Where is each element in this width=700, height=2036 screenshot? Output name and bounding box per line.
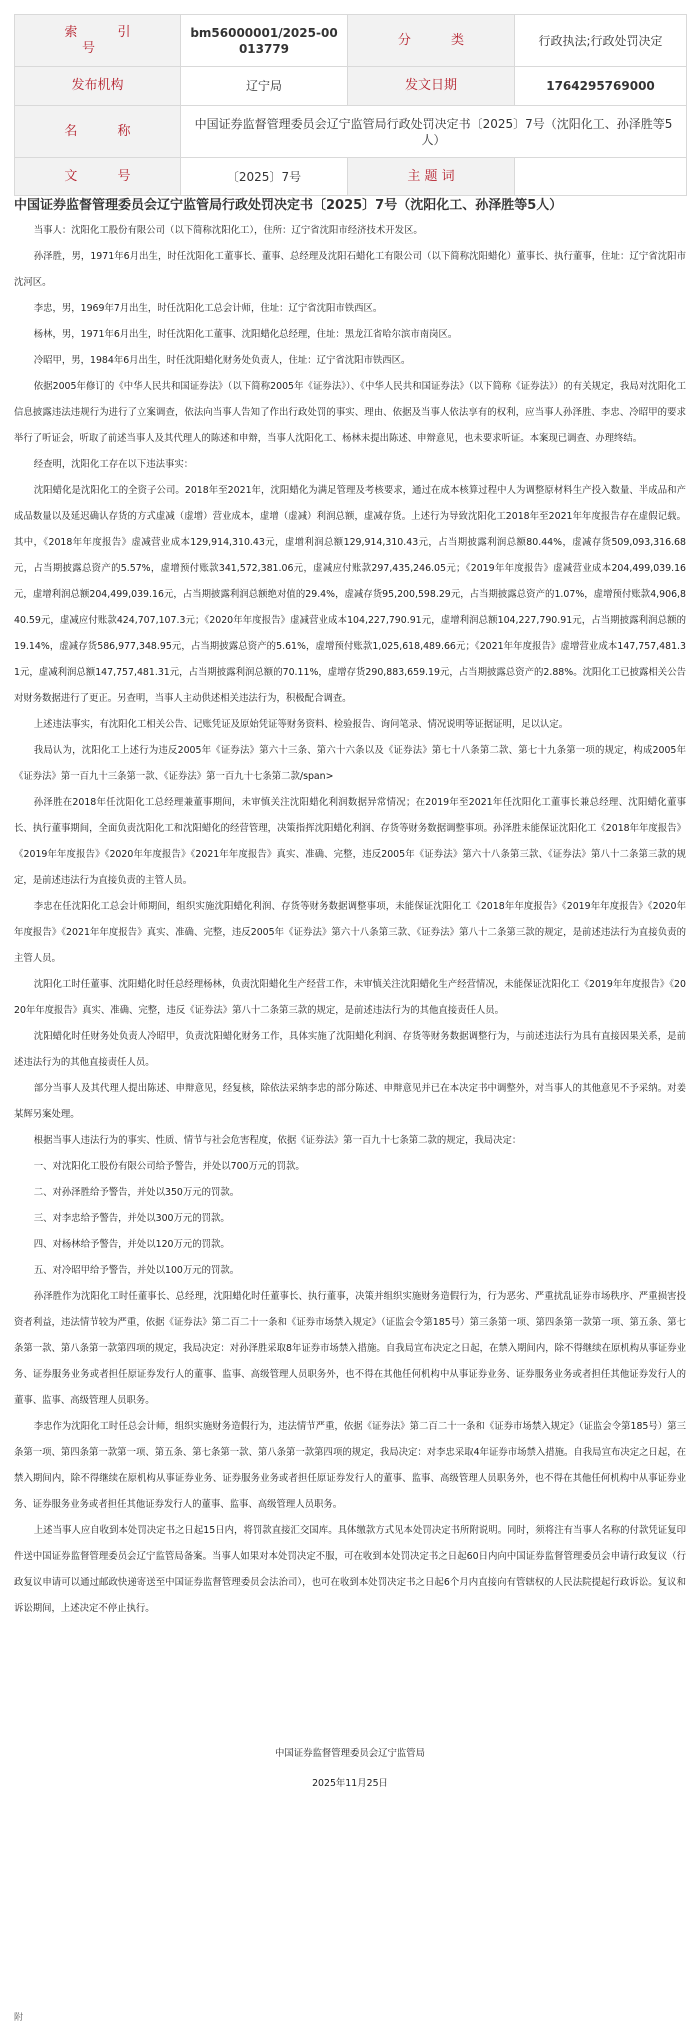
document-paragraph: 四、对杨林给予警告，并处以120万元的罚款。 <box>33 1239 230 1250</box>
document-paragraph: 沈阳蜡化是沈阳化工的全资子公司。2018年至2021年，沈阳蜡化为满足管理及考核要求，通过在成本核算过程中人为调整原材料生产投入数量、半成品和产成品数量以及延迟确认存货的方式虚减（虚增）营业成本，虚增（虚减）利润总额，虚减存货。上述行为导致沈阳化工2018年至2021年年度报告存在虚假记载。其中，《2018年年度报告》虚减营业成本129,914,310.43元，虚增利润总额129,914,310.43元，占当期披露利润总额80.44%，虚减存货509,093,316.68元，占当期披露总资产的5.57%，虚增预付账款341,572,381.06元，虚减应付账款297,435,246.05元；《2019年年度报告》虚减营业成本204,499,039.16元，虚增利润总额204,499,039.16元，占当期披露利润总额绝对值的29.4%，虚减存货95,200,598.29元，占当期披露总资产的1.07%，虚增预付账款4,906,840.59元，虚减应付账款424,707,107.3元；《2020年年度报告》虚减营业成本104,227,790.91元，虚增利润总额104,227,790.91元，占当期披露利润总额的19.14%，虚减存货586,977,348.95元，占当期披露总资产的5.61%，虚增预付账款1,025,618,489.66元；《2021年年度报告》虚增营业成本147,757,481.31元，虚减利润总额147,757,481.31元，占当期披露利润总额的70.11%，虚增存货290,883,659.19元，占当期披露总资产的2.88%。沈阳化工已披露相关公告对财务数据进行了更正。另查明，当事人主动供述相关违法行为，积极配合调查。 <box>14 485 686 704</box>
attachment-mark: 附 <box>14 2013 24 2023</box>
subject-label: 主 题 词 <box>348 158 515 196</box>
document-paragraph: 一、对沈阳化工股份有限公司给予警告，并处以700万元的罚款。 <box>33 1161 305 1172</box>
document-paragraph: 依据2005年修订的《中华人民共和国证券法》（以下简称2005年《证券法》）、《中华人民共和国证券法》（以下简称《证券法》）的有关规定，我局对沈阳化工信息披露违法违规行为进行了立案调查，依法向当事人告知了作出行政处罚的事实、理由、依据及当事人依法享有的权利，应当事人孙泽胜、李忠、冷昭甲的要求举行了听证会，听取了前述当事人及其代理人的陈述和申辩，当事人沈阳化工、杨林未提出陈述、申辩意见，也未要求听证。本案现已调查、办理终结。 <box>14 381 686 444</box>
signature-date: 2025年11月25日 <box>312 1778 388 1789</box>
date-value: 1764295769000 <box>515 67 687 106</box>
index-no-value: bm56000001/2025-00013779 <box>181 15 348 67</box>
name-label: 名 称 <box>15 106 181 158</box>
document-paragraph: 上述当事人应自收到本处罚决定书之日起15日内，将罚款直接汇交国库。具体缴款方式见本处罚决定书所附说明。同时，须将注有当事人名称的付款凭证复印件送中国证券监督管理委员会辽宁监管局备案。当事人如果对本处罚决定不服，可在收到本处罚决定书之日起60日内向中国证券监督管理委员会申请行政复议（行政复议申请可以通过邮政快递寄送至中国证券监督管理委员会法治司），也可在收到本处罚决定书之日起6个月内直接向有管辖权的人民法院提起行政诉讼。复议和诉讼期间，上述决定不停止执行。 <box>14 1525 686 1614</box>
subject-value <box>515 158 687 196</box>
doc-no-label: 文 号 <box>15 158 181 196</box>
issuer-value: 辽宁局 <box>181 67 348 106</box>
signature-block <box>14 1741 686 1797</box>
document-paragraph: 当事人：沈阳化工股份有限公司（以下简称沈阳化工），住所：辽宁省沈阳市经济技术开发区。 <box>33 225 423 236</box>
document-paragraph: 五、对冷昭甲给予警告，并处以100万元的罚款。 <box>33 1265 240 1276</box>
meta-row-docno <box>15 158 687 196</box>
date-label: 发文日期 <box>348 67 515 106</box>
document-paragraph: 我局认为，沈阳化工上述行为违反2005年《证券法》第六十三条、第六十六条以及《证券法》第七十八条第二款、第七十九条第一项的规定，构成2005年《证券法》第一百九十三条第一款、《证券法》第一百九十七条第二款/span> <box>14 745 686 782</box>
document-title: 中国证券监督管理委员会辽宁监管局行政处罚决定书〔2025〕7号（沈阳化工、孙泽胜等5人） <box>14 198 563 213</box>
document-paragraph: 沈阳蜡化时任财务处负责人冷昭甲，负责沈阳蜡化财务工作，具体实施了沈阳蜡化利润、存货等财务数据调整行为，与前述违法行为具有直接因果关系，是前述违法行为的其他直接责任人员。 <box>14 1031 686 1068</box>
meta-row-index <box>15 15 687 67</box>
category-value: 行政执法;行政处罚决定 <box>515 15 687 67</box>
document-meta-table <box>14 14 687 196</box>
meta-row-name <box>15 106 687 158</box>
meta-row-issuer <box>15 67 687 106</box>
document-paragraph: 三、对李忠给予警告，并处以300万元的罚款。 <box>33 1213 230 1224</box>
document-paragraph: 冷昭甲，男，1984年6月出生，时任沈阳蜡化财务处负责人，住址：辽宁省沈阳市铁西区。 <box>33 355 411 366</box>
document-paragraph: 孙泽胜作为沈阳化工时任董事长、总经理，沈阳蜡化时任董事长、执行董事，决策并组织实施财务造假行为，行为恶劣、严重扰乱证券市场秩序、严重损害投资者利益，违法情节较为严重，依据《证券法》第二百二十一条和《证券市场禁入规定》（证监会令第185号）第三条第一项、第四条第一款第一项、第五条、第七条第一款、第八条第一款第四项的规定，我局决定：对孙泽胜采取8年证券市场禁入措施。自我局宣布决定之日起，在禁入期间内，除不得继续在原机构从事证券业务、证券服务业务或者担任原证券发行人的董事、监事、高级管理人员职务外，也不得在其他任何机构中从事证券业务、证券服务业务或者担任其他证券发行人的董事、监事、高级管理人员职务。 <box>14 1291 686 1406</box>
document-body <box>14 218 686 1622</box>
document-paragraph: 李忠，男，1969年7月出生，时任沈阳化工总会计师，住址：辽宁省沈阳市铁西区。 <box>33 303 383 314</box>
signature-organization: 中国证券监督管理委员会辽宁监管局 <box>274 1748 425 1759</box>
document-paragraph: 部分当事人及其代理人提出陈述、申辩意见，经复核，除依法采纳李忠的部分陈述、申辩意见并已在本决定书中调整外，对当事人的其他意见不予采纳。对姜某辉另案处理。 <box>14 1083 686 1120</box>
document-paragraph: 杨林，男，1971年6月出生，时任沈阳化工董事、沈阳蜡化总经理，住址：黑龙江省哈尔滨市南岗区。 <box>33 329 458 340</box>
issuer-label: 发布机构 <box>15 67 181 106</box>
doc-no-value: 〔2025〕7号 <box>181 158 348 196</box>
document-paragraph: 李忠在任沈阳化工总会计师期间，组织实施沈阳蜡化利润、存货等财务数据调整事项，未能保证沈阳化工《2018年年度报告》《2019年年度报告》《2020年年度报告》《2021年年度报告》真实、准确、完整，违反2005年《证券法》第六十八条第三款、《证券法》第八十二条第三款的规定，是前述违法行为直接负责的主管人员。 <box>14 901 686 964</box>
document-paragraph: 沈阳化工时任董事、沈阳蜡化时任总经理杨林，负责沈阳蜡化生产经营工作，未审慎关注沈阳蜡化生产经营情况，未能保证沈阳化工《2019年年度报告》《2020年年度报告》真实、准确、完整，违反《证券法》第八十二条第三款的规定，是前述违法行为的其他直接责任人员。 <box>14 979 686 1016</box>
document-paragraph: 孙泽胜，男，1971年6月出生，时任沈阳化工董事长、董事、总经理及沈阳石蜡化工有限公司（以下简称沈阳蜡化）董事长、执行董事，住址：辽宁省沈阳市沈河区。 <box>14 251 686 288</box>
document-paragraph: 经查明，沈阳化工存在以下违法事实： <box>33 459 194 470</box>
index-no-label: 索 引 号 <box>15 15 181 67</box>
name-value: 中国证券监督管理委员会辽宁监管局行政处罚决定书〔2025〕7号（沈阳化工、孙泽胜等5人） <box>181 106 687 158</box>
document-paragraph: 根据当事人违法行为的事实、性质、情节与社会危害程度，依据《证券法》第一百九十七条第二款的规定，我局决定： <box>33 1135 522 1146</box>
document-paragraph: 二、对孙泽胜给予警告，并处以350万元的罚款。 <box>33 1187 240 1198</box>
document-paragraph: 李忠作为沈阳化工时任总会计师，组织实施财务造假行为，违法情节严重，依据《证券法》第二百二十一条和《证券市场禁入规定》（证监会令第185号）第三条第一项、第四条第一款第一项、第五条、第七条第一款、第八条第一款第四项的规定，我局决定：对李忠采取4年证券市场禁入措施。自我局宣布决定之日起，在禁入期间内，除不得继续在原机构从事证券业务、证券服务业务或者担任原证券发行人的董事、监事、高级管理人员职务外，也不得在其他任何机构中从事证券业务、证券服务业务或者担任其他证券发行人的董事、监事、高级管理人员职务。 <box>14 1421 686 1510</box>
category-label: 分 类 <box>348 15 515 67</box>
document-paragraph: 上述违法事实，有沈阳化工相关公告、记账凭证及原始凭证等财务资料、检验报告、询问笔录、情况说明等证据证明，足以认定。 <box>33 719 569 730</box>
document-paragraph: 孙泽胜在2018年任沈阳化工总经理兼董事期间，未审慎关注沈阳蜡化利润数据异常情况；在2019年至2021年任沈阳化工董事长兼总经理、沈阳蜡化董事长、执行董事期间，全面负责沈阳化工和沈阳蜡化的经营管理，决策指挥沈阳蜡化利润、存货等财务数据调整事项。孙泽胜未能保证沈阳化工《2018年年度报告》《2019年年度报告》《2020年年度报告》《2021年年度报告》真实、准确、完整，违反2005年《证券法》第六十八条第三款、《证券法》第八十二条第三款的规定，是前述违法行为直接负责的主管人员。 <box>14 797 686 886</box>
